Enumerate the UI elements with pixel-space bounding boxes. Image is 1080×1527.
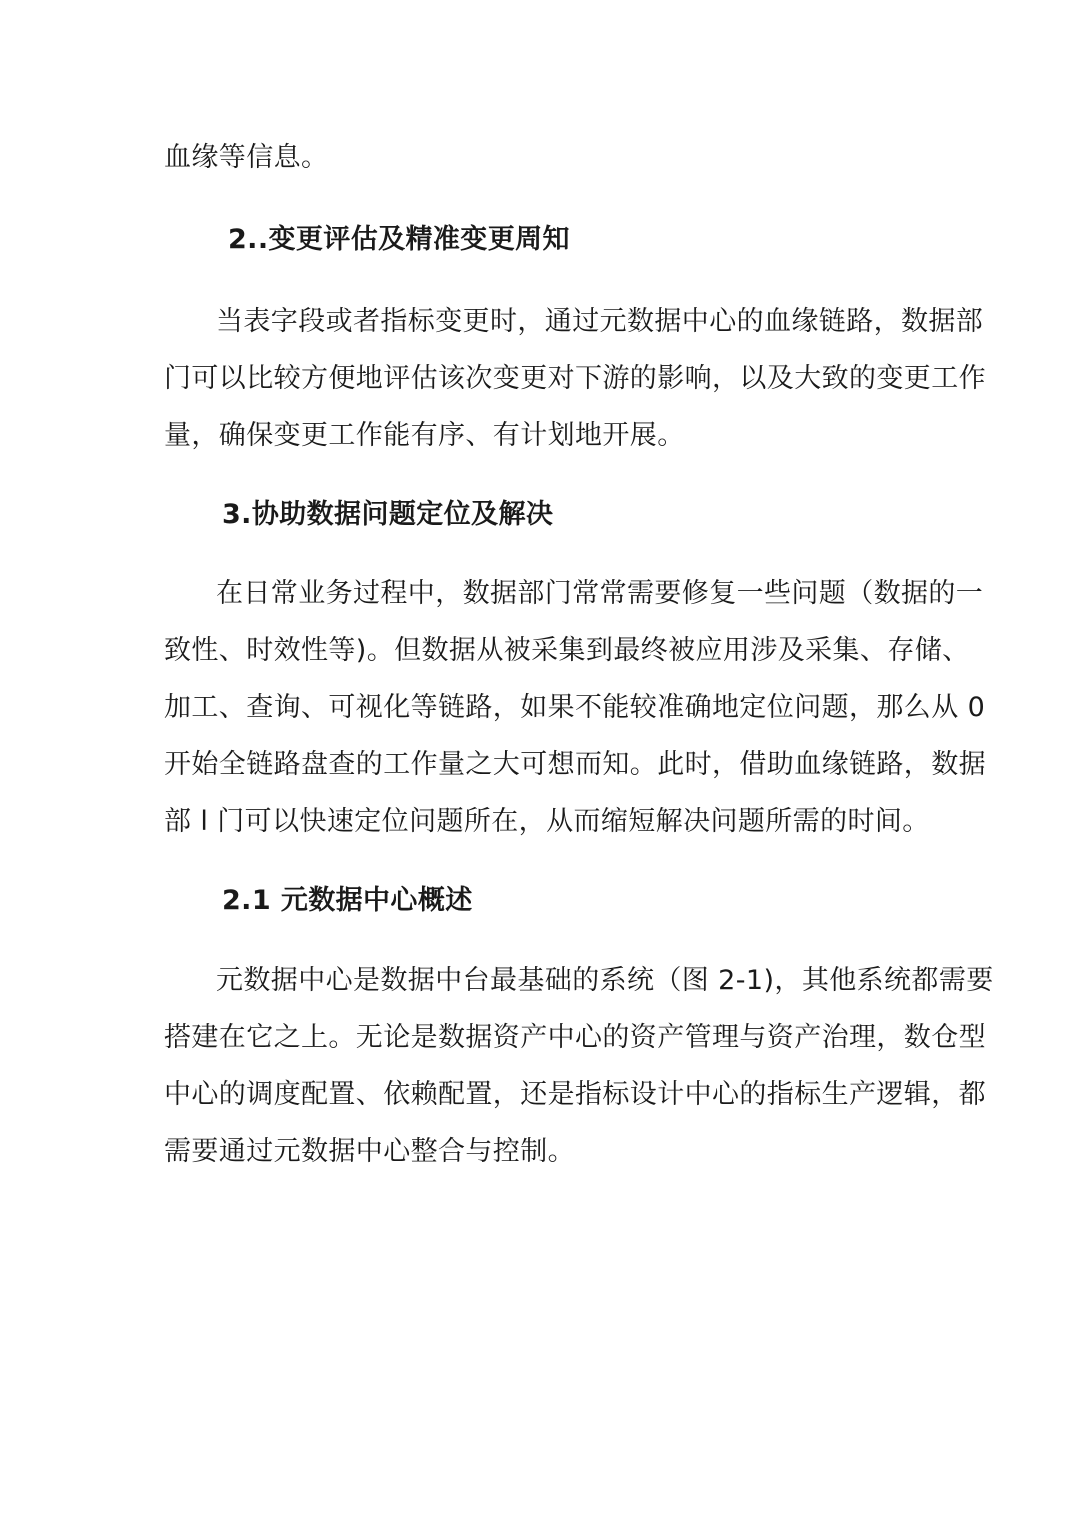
paragraph-line: 当表字段或者指标变更时，通过元数据中心的血缘链路，数据部 [216,306,984,337]
paragraph-line: 加工、查询、可视化等链路，如果不能较准确地定位问题，那么从 0 [164,692,986,723]
section-heading: 3.协助数据问题定位及解决 [222,499,554,530]
paragraph-line: 部 l 门可以快速定位问题所在，从而缩短解决问题所需的时间。 [164,806,930,837]
paragraph-line: 门可以比较方便地评估该次变更对下游的影响，以及大致的变更工作 [164,363,986,394]
paragraph-line: 中心的调度配置、依赖配置，还是指标设计中心的指标生产逻辑，都 [164,1079,986,1110]
section-heading: 2..变更评估及精准变更周知 [228,224,570,255]
paragraph-line: 在日常业务过程中，数据部门常常需要修复一些问题（数据的一 [216,578,984,609]
paragraph-line: 量，确保变更工作能有序、有计划地开展。 [164,420,685,451]
paragraph-line: 开始全链路盘查的工作量之大可想而知。此时，借助血缘链路，数据 [164,749,986,780]
section-heading: 2.1 元数据中心概述 [222,885,473,916]
paragraph-line: 元数据中心是数据中台最基础的系统（图 2-1)，其他系统都需要 [216,965,994,996]
paragraph-line: 致性、时效性等)。但数据从被采集到最终被应用涉及采集、存储、 [164,635,970,666]
paragraph-line: 需要通过元数据中心整合与控制。 [164,1136,575,1167]
paragraph-line: 搭建在它之上。无论是数据资产中心的资产管理与资产治理，数仓型 [164,1022,986,1053]
paragraph-line: 血缘等信息。 [164,142,329,173]
